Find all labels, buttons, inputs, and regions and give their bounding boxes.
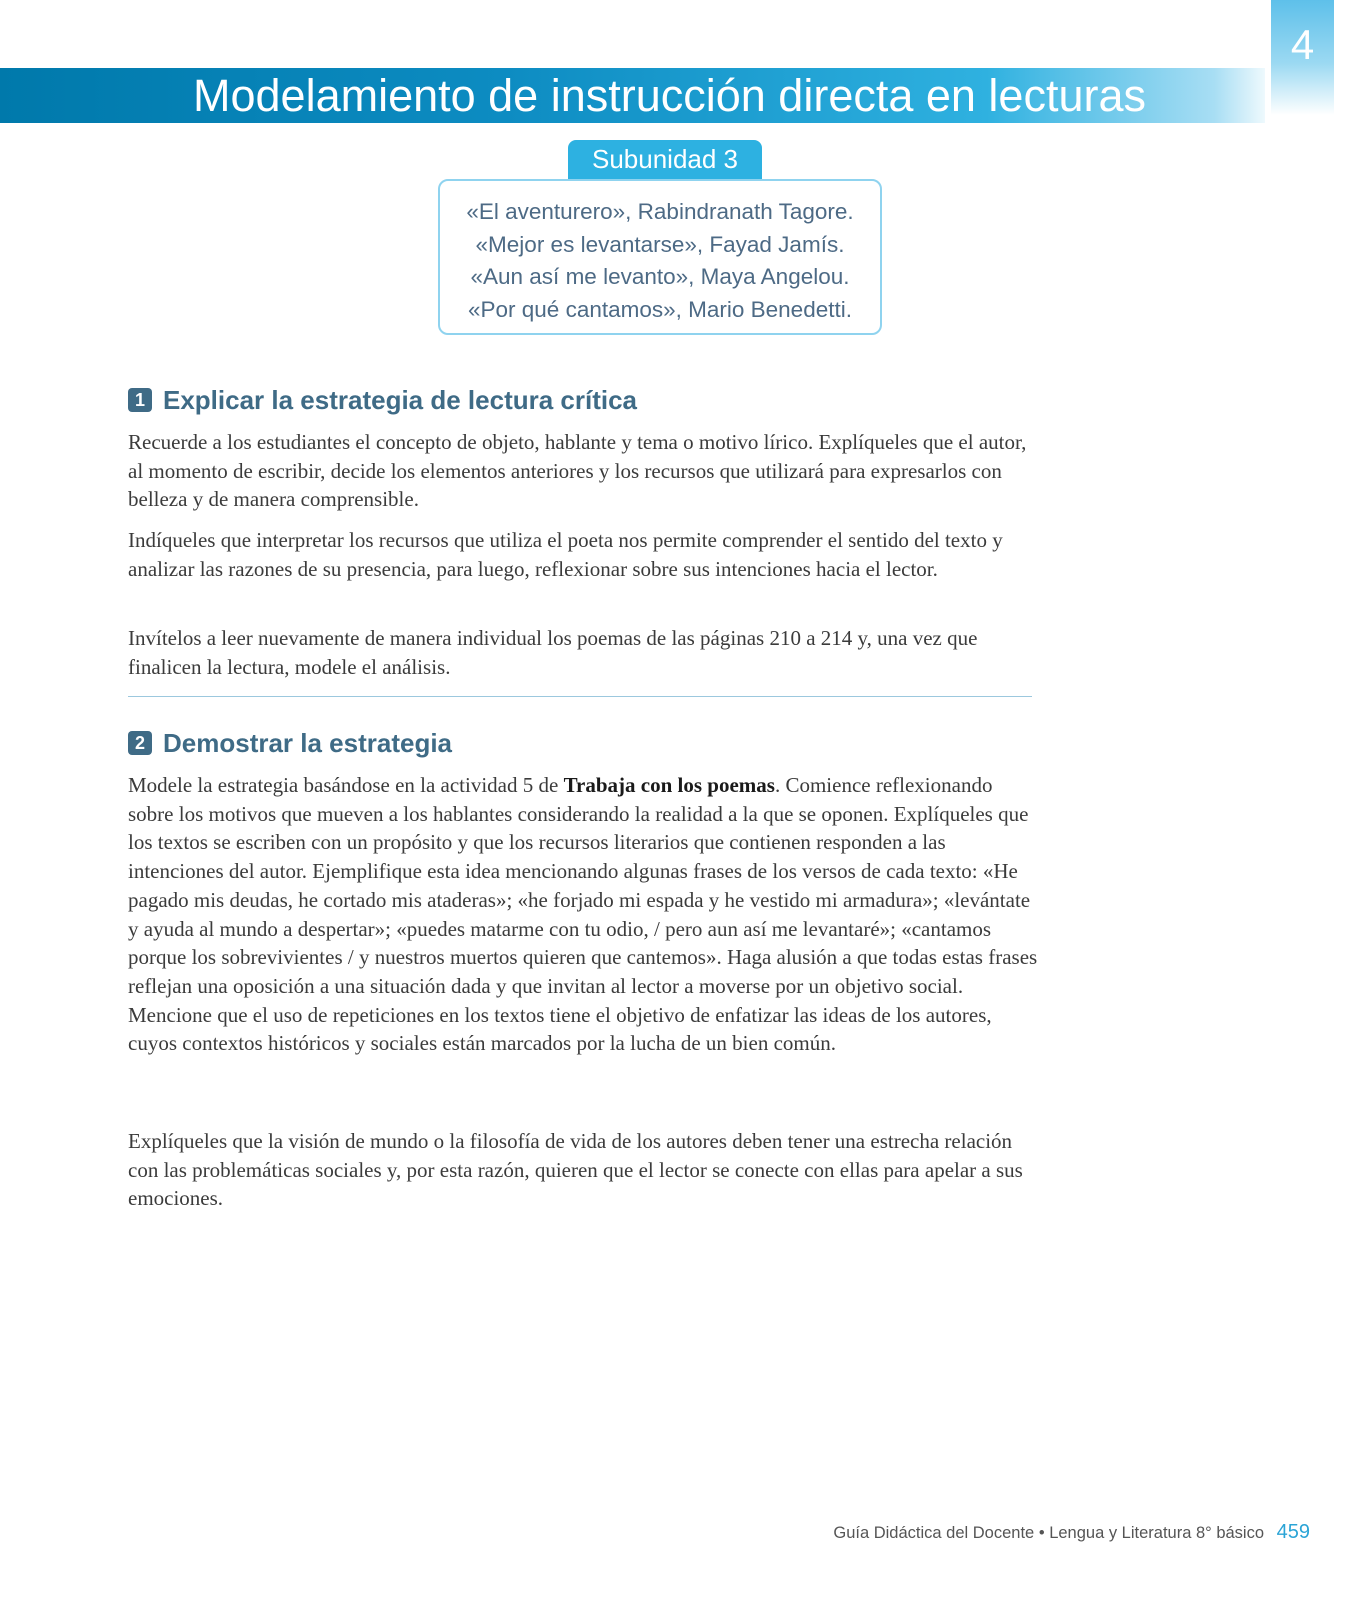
page-footer <box>833 1521 1310 1544</box>
subunit-label: Subunidad 3 <box>568 140 762 179</box>
section-1-heading <box>128 383 637 417</box>
paragraph: Recuerde a los estudiantes el concepto de objeto, hablante y tema o motivo lírico. Explíqueles que el autor, al momento de escribir, decide los elementos anteriores y los recursos que utilizará para expresarlos con belleza y de manera comprensible. <box>128 430 1027 512</box>
subunit-readings-box <box>438 179 882 335</box>
section-number-badge: 1 <box>128 388 152 412</box>
reading-item: «Mejor es levantarse», Fayad Jamís. <box>475 231 845 257</box>
reading-item: «Aun así me levanto», Maya Angelou. <box>470 264 850 289</box>
footer-separator: • <box>1038 1524 1045 1542</box>
paragraph: Invítelos a leer nuevamente de manera individual los poemas de las páginas 210 a 214 y, una vez que finalicen la lectura, modele el análisis. <box>128 626 978 679</box>
reading-item: «Por qué cantamos», Mario Benedetti. <box>468 296 852 322</box>
section-title: Explicar la estrategia de lectura crítica <box>163 384 638 415</box>
unit-number-tab: 4 <box>1271 0 1334 115</box>
book-section-reference: Trabaja con los poemas <box>563 773 775 797</box>
page-number: 459 <box>1276 1521 1310 1543</box>
text-run: Modele la estrategia basándose en la actividad 5 de <box>128 773 564 797</box>
paragraph: Indíqueles que interpretar los recursos que utiliza el poeta nos permite comprender el sentido del texto y analizar las razones de su presencia, para luego, reflexionar sobre sus intenciones hacia el lector. <box>128 528 1003 581</box>
footer-guide-title: Guía Didáctica del Docente <box>833 1524 1035 1542</box>
section-title: Demostrar la estrategia <box>163 727 453 758</box>
section-number-badge: 2 <box>128 731 152 755</box>
section-divider <box>128 696 1032 697</box>
section-2-heading <box>128 726 452 760</box>
paragraph <box>128 771 1038 1058</box>
page-title: Modelamiento de instrucción directa en lecturas <box>193 70 1146 121</box>
text-run: . Comience reflexionando sobre los motivos que mueven a los hablantes considerando la realidad a la que se oponen. Explíqueles que los textos se escriben con un propósito y que los recursos literarios que contienen responden a las intenciones del autor. Ejemplifique esta idea mencionando algunas frases de los versos de cada texto: «He pagado mis deudas, he cortado mis ataderas»; «he forjado mi espada y he vestido mi armadura»; «levántate y ayuda al mundo a despertar»; «puedes matarme con tu odio, / pero aun así me levantaré»; «cantamos porque los sobrevivientes / y nuestros muertos quieren que cantemos». Haga alusión a que todas estas frases reflejan una oposición a una situación dada y que invitan al lector a moverse por un objetivo social. Mencione que el uso de repeticiones en los textos tiene el objetivo de enfatizar las ideas de los autores, cuyos contextos históricos y sociales están marcados por la lucha de un bien común. <box>128 773 1038 1056</box>
reading-item: «El aventurero», Rabindranath Tagore. <box>466 199 854 224</box>
footer-subject: Lengua y Literatura 8° básico <box>1049 1524 1265 1542</box>
paragraph: Explíqueles que la visión de mundo o la filosofía de vida de los autores deben tener una estrecha relación con las problemáticas sociales y, por esta razón, quieren que el lector se conecte con ellas para apelar a sus emociones. <box>128 1129 1023 1211</box>
